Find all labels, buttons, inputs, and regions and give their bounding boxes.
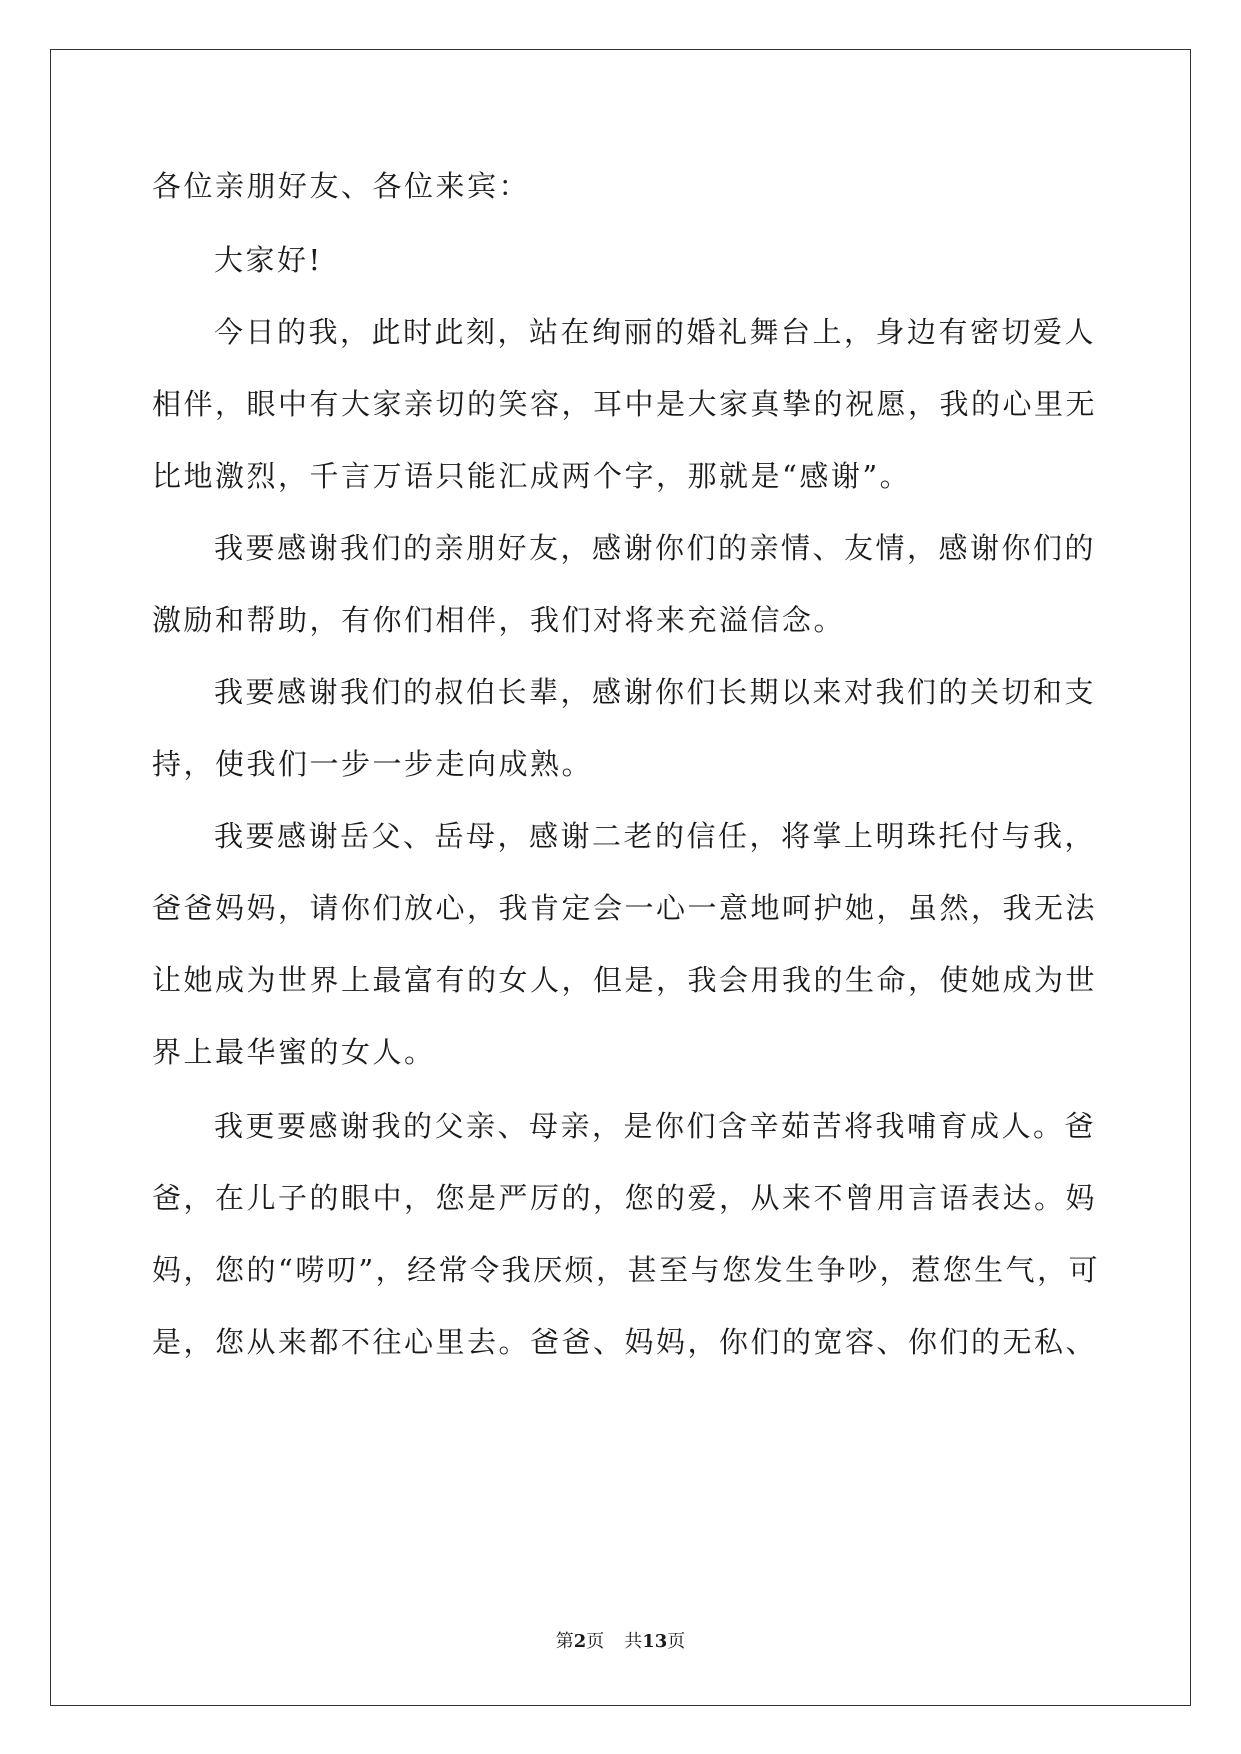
total-prefix: 共 [624,1631,643,1652]
paragraph-line: 相伴，眼中有大家亲切的笑容，耳中是大家真挚的祝愿，我的心里无 [152,387,1098,421]
paragraph-line: 比地激烈，千言万语只能汇成两个字，那就是“感谢”。 [152,459,912,493]
paragraph-line: 我更要感谢我的父亲、母亲，是你们含辛茹苦将我哺育成人。爸 [214,1109,1097,1143]
page-footer [0,1630,1241,1654]
paragraph-line: 界上最华蜜的女人。 [152,1035,436,1069]
greeting-line: 各位亲朋好友、各位来宾： [152,169,531,203]
paragraph-line: 持，使我们一步一步走向成熟。 [152,747,594,781]
page-border [50,49,1191,1706]
salutation-line: 大家好! [214,243,323,277]
paragraph-line: 今日的我，此时此刻，站在绚丽的婚礼舞台上，身边有密切爱人 [214,315,1097,349]
page-prefix: 第 [555,1631,574,1652]
paragraph-line: 我要感谢我们的叔伯长辈，感谢你们长期以来对我们的关切和支 [214,675,1097,709]
paragraph-line: 我要感谢我们的亲朋好友，感谢你们的亲情、友情，感谢你们的 [214,531,1097,565]
paragraph-line: 妈，您的“唠叨”，经常令我厌烦，甚至与您发生争吵，惹您生气，可 [152,1253,1101,1287]
page-suffix: 页 [586,1631,605,1652]
paragraph-line: 爸，在儿子的眼中，您是严厉的，您的爱，从来不曾用言语表达。妈 [152,1181,1098,1215]
paragraph-line: 激励和帮助，有你们相伴，我们对将来充溢信念。 [152,603,846,637]
paragraph-line: 爸爸妈妈，请你们放心，我肯定会一心一意地呵护她，虽然，我无法 [152,891,1098,925]
paragraph-line: 让她成为世界上最富有的女人，但是，我会用我的生命，使她成为世 [152,963,1098,997]
paragraph-line: 我要感谢岳父、岳母，感谢二老的信任，将掌上明珠托付与我， [214,819,1097,853]
total-suffix: 页 [667,1631,686,1652]
total-page-number: 13 [642,1631,668,1652]
current-page-number: 2 [573,1631,587,1652]
paragraph-line: 是，您从来都不往心里去。爸爸、妈妈，你们的宽容、你们的无私、 [152,1325,1098,1359]
